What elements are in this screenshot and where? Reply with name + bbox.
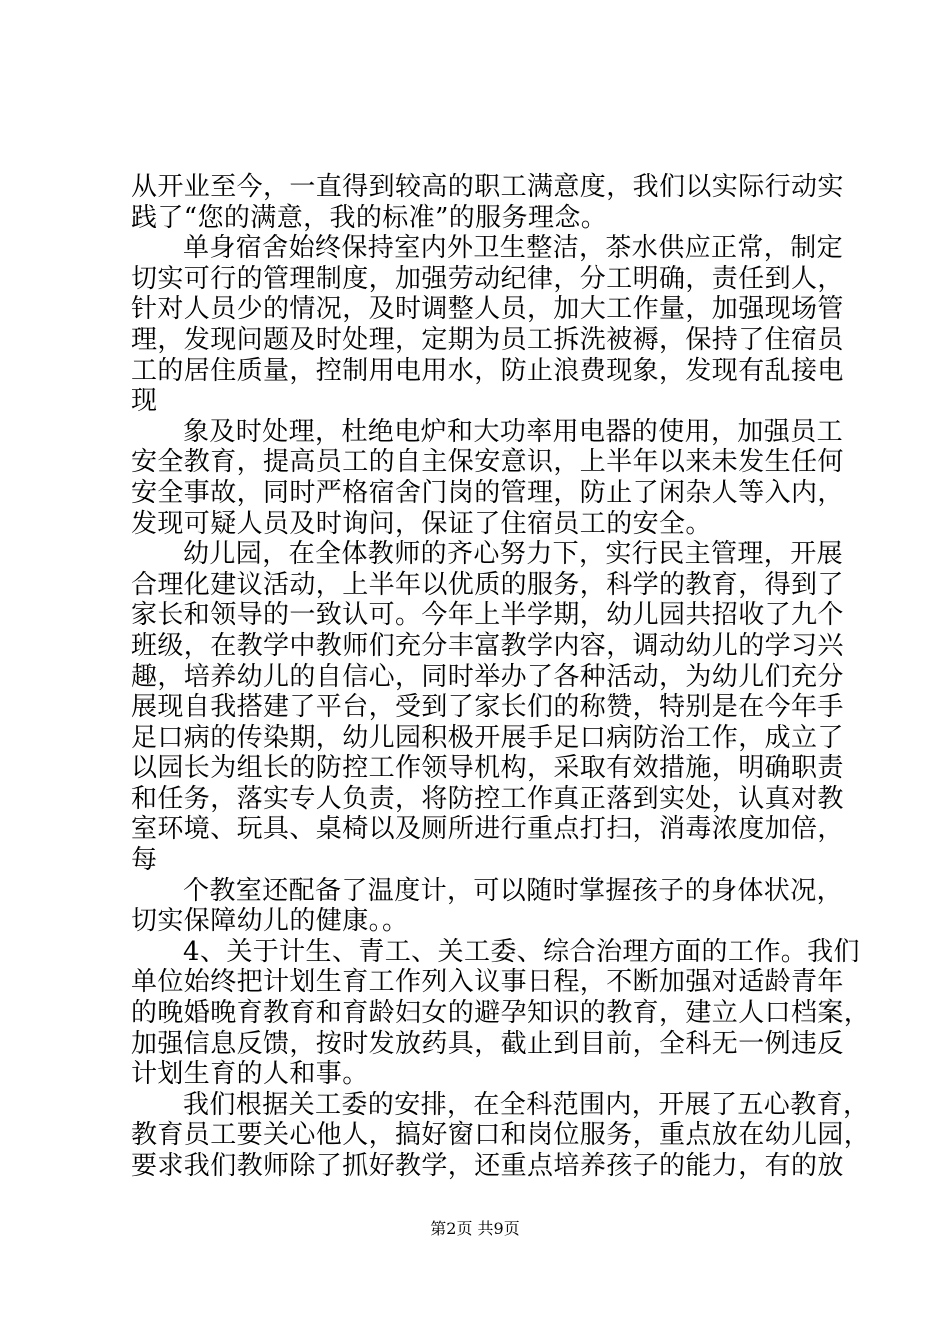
- text-line: 室环境、玩具、桌椅以及厕所进行重点打扫，消毒浓度加倍，: [131, 814, 844, 845]
- text-line: 的晚婚晚育教育和育龄妇女的避孕知识的教育，建立人口档案，: [131, 998, 871, 1029]
- text-line: 针对人员少的情况，及时调整人员，加大工作量，加强现场管: [131, 294, 844, 325]
- text-line: 现: [131, 386, 158, 417]
- text-line: 足口病的传染期，幼儿园积极开展手足口病防治工作，成立了: [131, 722, 844, 753]
- text-line: 工的居住质量，控制用电用水，防止浪费现象，发现有乱接电: [131, 355, 844, 386]
- text-line: 切实保障幼儿的健康。。: [131, 906, 409, 937]
- text-line: 合理化建议活动，上半年以优质的服务，科学的教育，得到了: [131, 569, 844, 600]
- text-line: 切实可行的管理制度，加强劳动纪律，分工明确，责任到人，: [131, 263, 844, 294]
- text-line: 我们根据关工委的安排，在全科范围内，开展了五心教育，: [183, 1089, 870, 1120]
- document-body: [131, 172, 871, 1182]
- text-line: 4、关于计生、青工、关工委、综合治理方面的工作。我们: [183, 936, 860, 967]
- text-line: 安全事故，同时严格宿舍门岗的管理，防止了闲杂人等入内，: [131, 477, 844, 508]
- text-line: 和任务，落实专人负责，将防控工作真正落到实处，认真对教: [131, 783, 844, 814]
- text-line: 展现自我搭建了平台，受到了家长们的称赞，特别是在今年手: [131, 692, 844, 723]
- text-line: 践了“您的满意，我的标准”的服务理念。: [131, 202, 608, 233]
- text-line: 以园长为组长的防控工作领导机构，采取有效措施，明确职责: [131, 753, 844, 784]
- text-line: 单身宿舍始终保持室内外卫生整洁，茶水供应正常，制定: [183, 233, 844, 264]
- text-line: 安全教育，提高员工的自主保安意识，上半年以来未发生任何: [131, 447, 844, 478]
- text-line: 幼儿园，在全体教师的齐心努力下，实行民主管理，开展: [183, 539, 844, 570]
- text-line: 象及时处理，杜绝电炉和大功率用电器的使用，加强员工: [183, 416, 844, 447]
- text-line: 教育员工要关心他人，搞好窗口和岗位服务，重点放在幼儿园，: [131, 1120, 871, 1151]
- text-line: 要求我们教师除了抓好教学，还重点培养孩子的能力，有的放: [131, 1151, 844, 1181]
- text-line: 班级，在教学中教师们充分丰富教学内容，调动幼儿的学习兴: [131, 630, 844, 661]
- text-line: 家长和领导的一致认可。今年上半学期，幼儿园共招收了九个: [131, 600, 844, 631]
- text-line: 加强信息反馈，按时发放药具，截止到目前，全科无一例违反: [131, 1028, 844, 1059]
- text-line: 计划生育的人和事。: [131, 1059, 369, 1090]
- text-line: 趣，培养幼儿的自信心，同时举办了各种活动，为幼儿们充分: [131, 661, 844, 692]
- text-line: 发现可疑人员及时询问，保证了住宿员工的安全。: [131, 508, 712, 539]
- text-line: 个教室还配备了温度计，可以随时掌握孩子的身体状况，: [183, 875, 844, 906]
- text-line: 理，发现问题及时处理，定期为员工拆洗被褥，保持了住宿员: [131, 324, 844, 355]
- page-footer: 第2页 共9页: [430, 1219, 520, 1238]
- text-line: 单位始终把计划生育工作列入议事日程，不断加强对适龄青年: [131, 967, 844, 998]
- text-line: 每: [131, 845, 158, 876]
- text-line: 从开业至今，一直得到较高的职工满意度，我们以实际行动实: [131, 172, 844, 202]
